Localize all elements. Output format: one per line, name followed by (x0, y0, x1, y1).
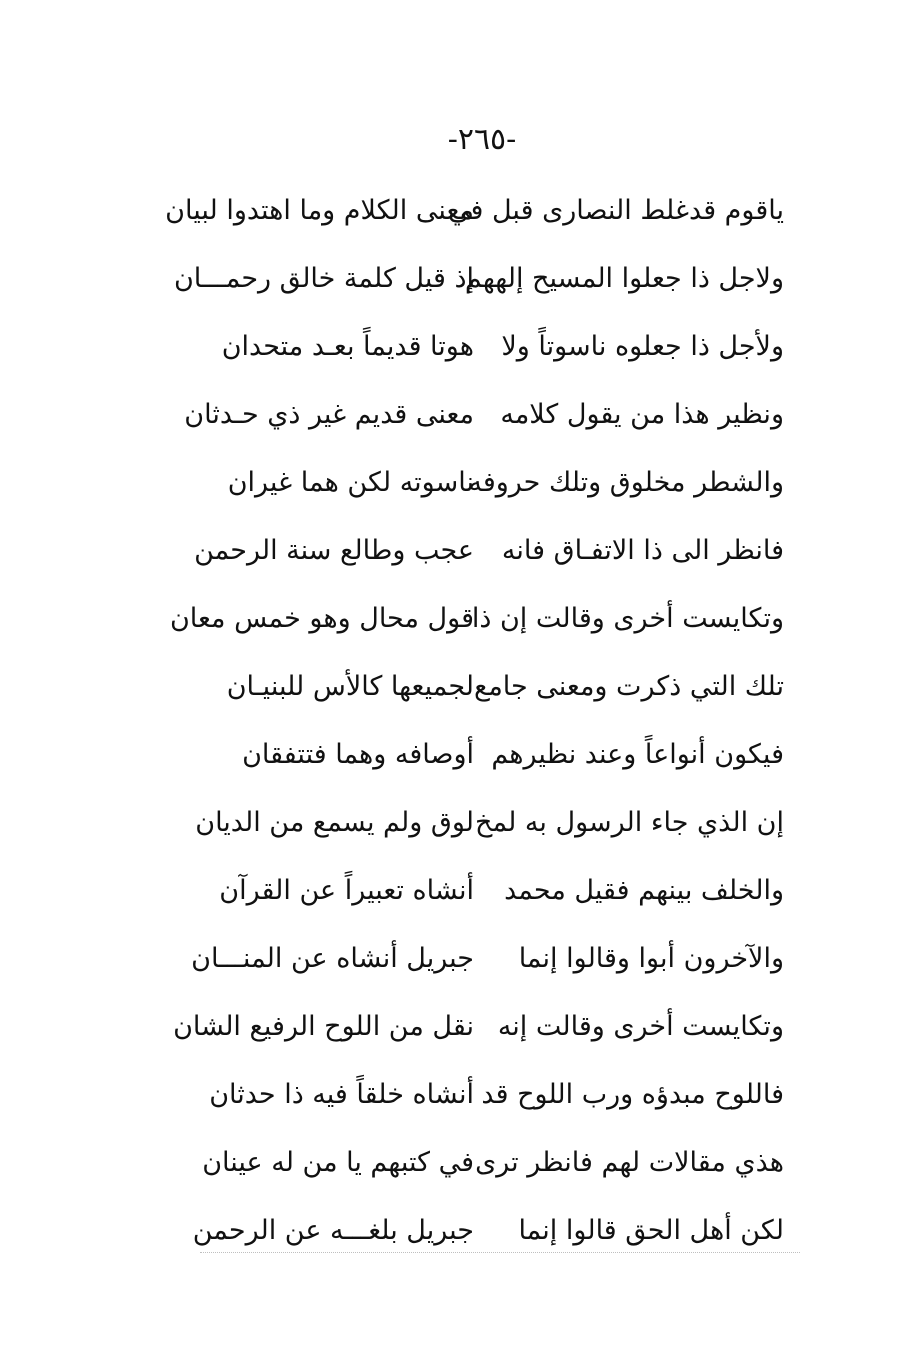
verse-line (0, 1206, 924, 1256)
first-hemistich: تلك التي ذكرت ومعنى جامع (473, 671, 784, 702)
second-hemistich: أنشاه خلقاً فيه ذا حدثان (209, 1079, 474, 1110)
verse-line (0, 186, 924, 236)
second-hemistich: في كتبهم يا من له عينان (202, 1147, 474, 1178)
first-hemistich: ونظير هذا من يقول كلامه (500, 399, 784, 430)
first-hemistich: ولاجل ذا جعلوا المسيح إلههم (464, 263, 784, 294)
verse-line (0, 1070, 924, 1120)
first-hemistich: فيكون أنواعاً وعند نظيرهم (491, 739, 784, 770)
first-hemistich: وتكايست أخرى وقالت إنه (497, 1011, 784, 1042)
first-hemistich: والآخرون أبوا وقالوا إنما (518, 943, 784, 974)
second-hemistich: لجميعها كالأس للبنيـان (226, 671, 474, 702)
page-number: -٢٦٥- (447, 122, 517, 157)
first-hemistich: ياقوم قدغلط النصارى قبل في (447, 195, 784, 226)
bottom-dotted-rule (200, 1252, 800, 1253)
first-hemistich: إن الذي جاء الرسول به لمخ (475, 807, 784, 838)
first-hemistich: فانظر الى ذا الاتفـاق فانه (501, 535, 784, 566)
verse-line (0, 390, 924, 440)
second-hemistich: معنى قديم غير ذي حـدثان (184, 399, 474, 430)
verse-line (0, 594, 924, 644)
second-hemistich: ناسوته لكن هما غيران (227, 467, 474, 498)
verse-line (0, 798, 924, 848)
second-hemistich: قول محال وهو خمس معان (169, 603, 474, 634)
verse-line (0, 934, 924, 984)
verse-line (0, 1002, 924, 1052)
verse-line (0, 458, 924, 508)
second-hemistich: نقل من اللوح الرفيع الشان (173, 1011, 474, 1042)
second-hemistich: عجب وطالع سنة الرحمن (194, 535, 474, 566)
verse-line (0, 662, 924, 712)
second-hemistich: لوق ولم يسمع من الديان (195, 807, 474, 838)
first-hemistich: فاللوح مبدؤه ورب اللوح قد (481, 1079, 784, 1110)
first-hemistich: والشطر مخلوق وتلك حروفه (468, 467, 784, 498)
verse-line (0, 1138, 924, 1188)
second-hemistich: معنى الكلام وما اهتدوا لبيان (165, 195, 474, 226)
verse-line (0, 730, 924, 780)
first-hemistich: وتكايست أخرى وقالت إن ذا (471, 603, 784, 634)
verse-line (0, 254, 924, 304)
first-hemistich: ولأجل ذا جعلوه ناسوتاً ولا (501, 331, 784, 362)
second-hemistich: إذ قيل كلمة خالق رحمـــان (173, 263, 474, 294)
first-hemistich: والخلف بينهم فقيل محمد (504, 875, 784, 906)
second-hemistich: جبريل أنشاه عن المنـــان (191, 943, 474, 974)
verse-line (0, 526, 924, 576)
verse-line (0, 866, 924, 916)
first-hemistich: هذي مقالات لهم فانظر ترى (475, 1147, 784, 1178)
first-hemistich: لكن أهل الحق قالوا إنما (518, 1215, 784, 1246)
verse-line (0, 322, 924, 372)
second-hemistich: جبريل بلغـــه عن الرحمن (192, 1215, 474, 1246)
second-hemistich: أوصافه وهما فتتفقان (242, 739, 474, 770)
second-hemistich: أنشاه تعبيراً عن القرآن (219, 875, 474, 906)
second-hemistich: هوتا قديماً بعـد متحدان (221, 331, 474, 362)
